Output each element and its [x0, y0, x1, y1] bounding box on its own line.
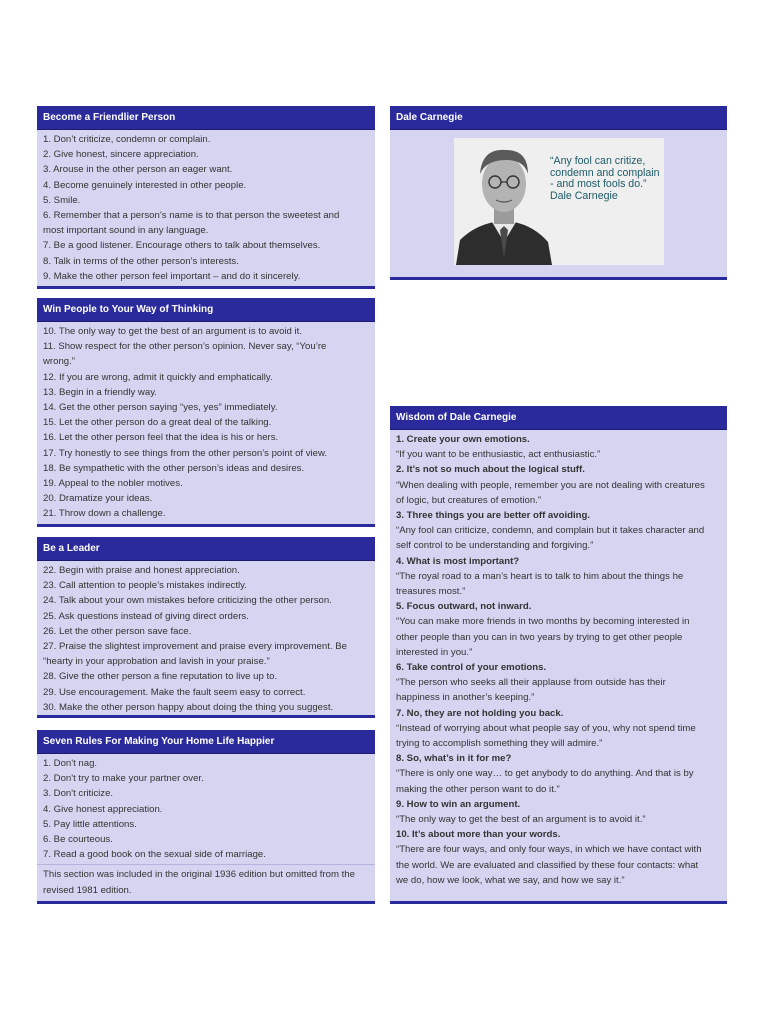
wisdom-quote: “You can make more friends in two months by becoming interested in — [396, 616, 690, 628]
wisdom-quote: “There are four ways, and only four ways, in which we have contact with — [396, 844, 702, 856]
wisdom-quote: self control to be understanding and forgiving.” — [396, 540, 594, 552]
card-title: Wisdom of Dale Carnegie — [390, 406, 727, 429]
wisdom-heading: 7. No, they are not holding you back. — [396, 707, 564, 719]
carnegie-quote — [550, 156, 664, 202]
wisdom-heading: 1. Create your own emotions. — [396, 434, 530, 445]
list-item: 1. Don't nag. — [43, 758, 98, 769]
note-line: This section was included in the original 1936 edition but omitted from the — [43, 869, 355, 881]
dale-carnegie-portrait — [454, 138, 664, 265]
edition-note — [37, 864, 375, 898]
list-item: 6. Remember that a person’s name is to that person the sweetest and — [43, 210, 340, 222]
list-item: 22. Begin with praise and honest appreciation. — [43, 565, 240, 576]
list-item: 1. Don’t criticize, condemn or complain. — [43, 134, 211, 145]
card-seven-rules — [37, 730, 375, 904]
wisdom-heading: 8. So, what’s in it for me? — [396, 753, 512, 765]
list-item: 29. Use encouragement. Make the fault seem easy to correct. — [43, 686, 306, 698]
list-item: 12. If you are wrong, admit it quickly and emphatically. — [43, 371, 273, 383]
card-title: Win People to Your Way of Thinking — [37, 298, 375, 321]
list-item: 26. Let the other person save face. — [43, 625, 192, 637]
list-item: 24. Talk about your own mistakes before criticizing the other person. — [43, 595, 332, 607]
list-item: 4. Give honest appreciation. — [43, 803, 163, 815]
list-item: 7. Read a good book on the sexual side of marriage. — [43, 849, 266, 861]
wisdom-quote: “Instead of worrying about what people say of you, why not spend time — [396, 722, 696, 734]
wisdom-quote: “When dealing with people, remember you are not dealing with creatures — [396, 479, 705, 491]
seven-rules-list — [37, 753, 375, 864]
wisdom-quote: of logic, but creatures of emotion.” — [396, 494, 542, 506]
list-item: “hearty in your approbation and lavish in your praise.” — [43, 656, 270, 668]
friendlier-list — [37, 129, 375, 286]
quote-line: condemn and complain — [550, 166, 660, 179]
list-item: 2. Give honest, sincere appreciation. — [43, 149, 199, 161]
wisdom-quote: the world. We are evaluated and classified by these four contacts: what — [396, 859, 699, 871]
list-item: 3. Arouse in the other person an eager want. — [43, 164, 233, 176]
wisdom-quote: other people than you can in two years by trying to get other people — [396, 631, 683, 643]
wisdom-quote: “The person who seeks all their applause from outside has their — [396, 677, 666, 689]
list-item: 6. Be courteous. — [43, 834, 113, 846]
wisdom-heading: 3. Three things you are better off avoiding. — [396, 510, 591, 522]
quote-line: “Any fool can critize, — [550, 155, 646, 167]
wisdom-heading: 4. What is most important? — [396, 555, 520, 567]
wisdom-heading: 10. It’s about more than your words. — [396, 829, 561, 841]
list-item: 9. Make the other person feel important – and do it sincerely. — [43, 270, 301, 282]
wisdom-heading: 2. It’s not so much about the logical stuff. — [396, 464, 585, 476]
list-item: most important sound in any language. — [43, 225, 209, 237]
leader-list — [37, 560, 375, 717]
list-item: 18. Be sympathetic with the other person’s ideas and desires. — [43, 462, 305, 474]
wisdom-heading: 5. Focus outward, not inward. — [396, 601, 532, 613]
list-item: 14. Get the other person saying “yes, yes” immediately. — [43, 402, 278, 414]
wisdom-quote: treasures most.” — [396, 586, 466, 598]
wisdom-quote: making the other person want to do it.” — [396, 783, 560, 795]
portrait-illustration — [454, 138, 564, 265]
list-item: 7. Be a good listener. Encourage others to talk about themselves. — [43, 240, 321, 252]
list-item: 16. Let the other person feel that the idea is his or hers. — [43, 432, 279, 444]
list-item: 5. Smile. — [43, 194, 81, 206]
list-item: 30. Make the other person happy about doing the thing you suggest. — [43, 701, 334, 713]
list-item: wrong.” — [43, 356, 75, 368]
wisdom-list — [390, 429, 727, 890]
list-item: 11. Show respect for the other person’s opinion. Never say, “You’re — [43, 341, 327, 353]
list-item: 21. Throw down a challenge. — [43, 508, 166, 520]
wisdom-quote: we do, how we look, what we say, and how we say it.” — [396, 874, 625, 886]
quote-line: Dale Carnegie — [550, 189, 618, 202]
card-leader — [37, 537, 375, 718]
list-item: 8. Talk in terms of the other person’s interests. — [43, 255, 239, 267]
wisdom-quote: happiness in another’s keeping.” — [396, 692, 535, 704]
list-item: 2. Don't try to make your partner over. — [43, 773, 204, 785]
list-item: 28. Give the other person a fine reputation to live up to. — [43, 671, 278, 683]
card-win-people — [37, 298, 375, 527]
wisdom-quote: interested in you.” — [396, 646, 473, 658]
wisdom-quote: trying to accomplish something they will admire.” — [396, 738, 603, 750]
win-people-list — [37, 321, 375, 524]
list-item: 19. Appeal to the nobler motives. — [43, 478, 183, 490]
card-friendlier — [37, 106, 375, 289]
wisdom-heading: 6. Take control of your emotions. — [396, 662, 547, 674]
card-title: Be a Leader — [37, 537, 375, 560]
wisdom-quote: “Any fool can criticize, condemn, and complain but it takes character and — [396, 525, 705, 537]
list-item: 3. Don't criticize. — [43, 788, 114, 800]
list-item: 25. Ask questions instead of giving direct orders. — [43, 610, 249, 622]
list-item: 15. Let the other person do a great deal of the talking. — [43, 417, 272, 429]
card-title: Dale Carnegie — [390, 106, 727, 129]
card-title: Become a Friendlier Person — [37, 106, 375, 129]
wisdom-quote: “There is only one way… to get anybody to do anything. And that is by — [396, 768, 694, 780]
list-item: 23. Call attention to people’s mistakes indirectly. — [43, 580, 247, 592]
list-item: 20. Dramatize your ideas. — [43, 493, 153, 505]
list-item: 17. Try honestly to see things from the other person’s point of view. — [43, 447, 328, 459]
list-item: 10. The only way to get the best of an argument is to avoid it. — [43, 326, 303, 337]
list-item: 13. Begin in a friendly way. — [43, 386, 157, 398]
wisdom-heading: 9. How to win an argument. — [396, 798, 521, 810]
card-wisdom — [390, 406, 727, 904]
quote-line: - and most fools do.” — [550, 178, 647, 191]
note-line: revised 1981 edition. — [43, 884, 132, 896]
wisdom-quote: “The only way to get the best of an argument is to avoid it.” — [396, 814, 646, 826]
wisdom-quote: “The royal road to a man’s heart is to talk to him about the things he — [396, 570, 684, 582]
list-item: 4. Become genuinely interested in other people. — [43, 179, 247, 191]
list-item: 5. Pay little attentions. — [43, 818, 137, 830]
wisdom-quote: “If you want to be enthusiastic, act enthusiastic.” — [396, 449, 601, 461]
card-title: Seven Rules For Making Your Home Life Happier — [37, 730, 375, 753]
list-item: 27. Praise the slightest improvement and praise every improvement. Be — [43, 641, 347, 653]
